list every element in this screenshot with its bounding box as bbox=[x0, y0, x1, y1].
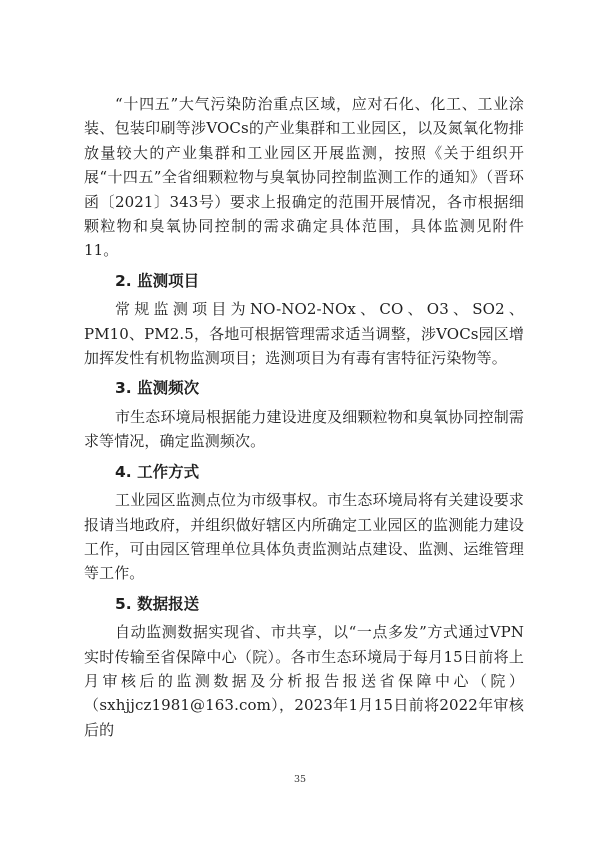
intro-paragraph: “十四五”大气污染防治重点区域，应对石化、化工、工业涂装、包装印刷等涉VOCs的产业集群和工业园区，以及氮氧化物排放量较大的产业集群和工业园区开展监测，按照《关于组织开展“十四五”全省细颗粒物与臭氧协同控制监测工作的通知》（晋环函〔2021〕343号）要求上报确定的范围开展情况，各市根据细颗粒物和臭氧协同控制的需求确定具体范围，具体监测见附件11。 bbox=[84, 95, 524, 260]
page-number: 35 bbox=[293, 774, 307, 785]
monitoring-items-paragraph: 常规监测项目为NO-NO2-NOx、CO、O3、SO2、PM10、PM2.5，各地可根据管理需求适当调整，涉VOCs园区增加挥发性有机物监测项目；选测项目为有毒有害特征污染物等。 bbox=[84, 300, 524, 368]
section-heading-monitoring-items: 2. 监测项目 bbox=[115, 271, 200, 290]
data-reporting-paragraph: 自动监测数据实现省、市共享，以“一点多发”方式通过VPN实时传输至省保障中心（院）。各市生态环境局于每月15日前将上月审核后的监测数据及分析报告报送省保障中心（院）（sxhjjcz1981@163.com），2023年1月15日前将2022年审核后的 bbox=[84, 623, 524, 739]
page-content bbox=[84, 92, 524, 742]
work-method-paragraph: 工业园区监测点位为市级事权。市生态环境局将有关建设要求报请当地政府，并组织做好辖区内所确定工业园区的监测能力建设工作，可由园区管理单位具体负责监测站点建设、监测、运维管理等工作。 bbox=[84, 491, 524, 583]
section-heading-data-reporting: 5. 数据报送 bbox=[115, 594, 200, 613]
section-heading-monitoring-frequency: 3. 监测频次 bbox=[115, 379, 200, 398]
monitoring-frequency-paragraph: 市生态环境局根据能力建设进度及细颗粒物和臭氧协同控制需求等情况，确定监测频次。 bbox=[84, 407, 524, 451]
section-heading-work-method: 4. 工作方式 bbox=[115, 462, 200, 481]
